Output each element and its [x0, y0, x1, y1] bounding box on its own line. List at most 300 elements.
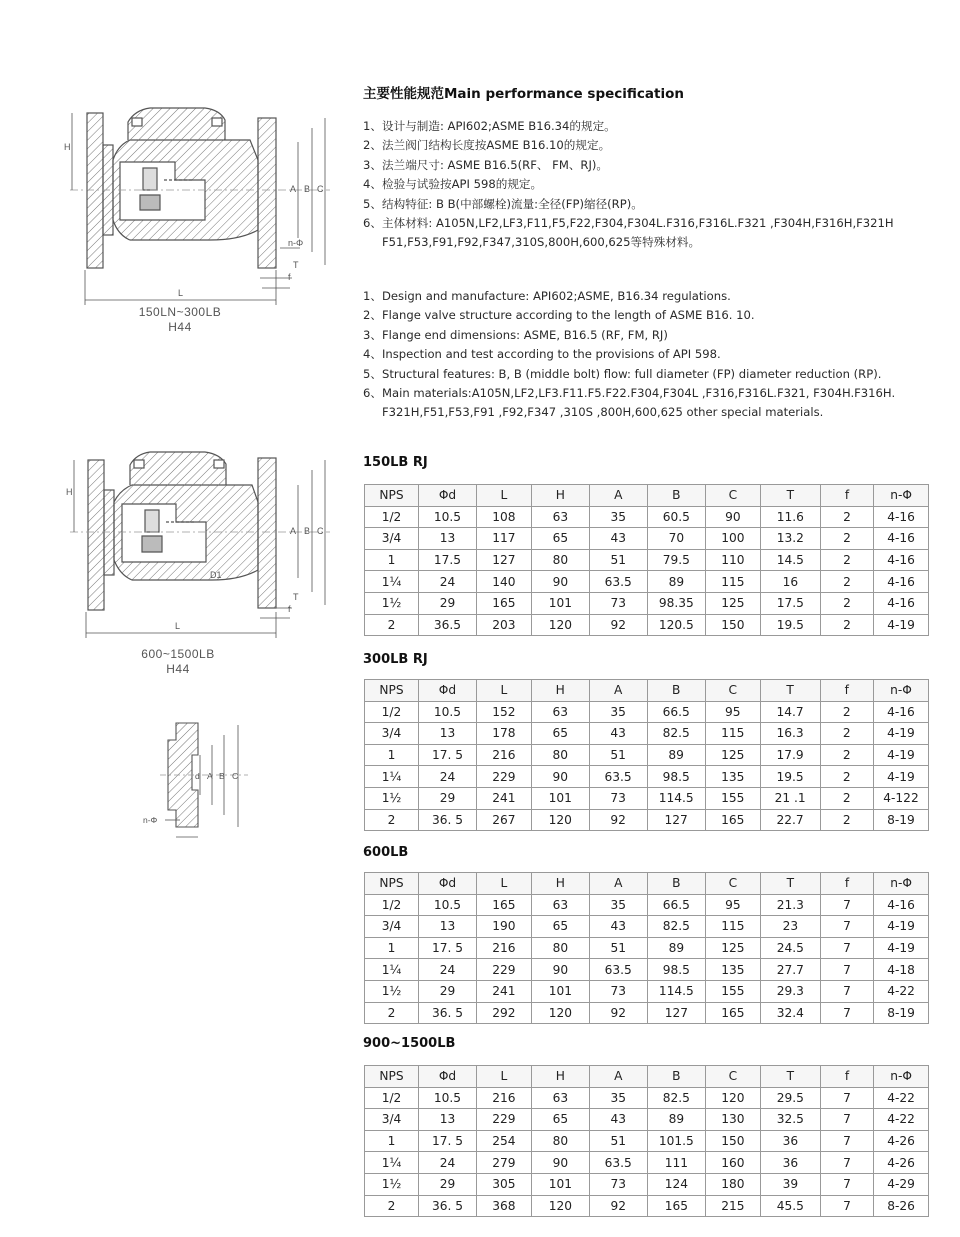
table-cell: 216 — [476, 937, 531, 959]
table-cell: 2 — [365, 809, 419, 831]
table-cell: 66.5 — [647, 701, 705, 723]
spec-list-en — [363, 287, 943, 423]
table-cell: 24 — [419, 571, 477, 593]
dim-label-a: A — [290, 184, 297, 194]
item-text: 结构特征: B B(中部螺栓)流量:全径(FP)缩径(RP)。 — [382, 196, 643, 211]
table-row — [365, 592, 929, 614]
item-number: 3、 — [363, 327, 382, 342]
table-cell: 120 — [531, 1195, 589, 1217]
table-row — [365, 1002, 929, 1024]
table-cell: 254 — [476, 1130, 531, 1152]
drawing-caption-1 — [120, 305, 240, 335]
item-number: 2、 — [363, 308, 382, 323]
table-cell: 124 — [647, 1173, 705, 1195]
table-cell: 190 — [476, 916, 531, 938]
table-cell: 1 — [365, 549, 419, 571]
table-cell: 4-122 — [873, 787, 928, 809]
item-number: 1、 — [363, 119, 382, 133]
table-row — [365, 937, 929, 959]
table-cell: 2 — [820, 701, 873, 723]
dim-label-b: B — [304, 184, 311, 194]
table-cell: 4-16 — [874, 592, 929, 614]
table-cell: 80 — [531, 744, 589, 766]
table-cell: 17. 5 — [419, 1130, 477, 1152]
column-header: Φd — [419, 485, 477, 507]
table-cell: 135 — [705, 766, 760, 788]
table-cell: 24 — [418, 766, 476, 788]
table-cell: 115 — [705, 916, 760, 938]
table-cell: 4-16 — [873, 701, 928, 723]
dimension-table-300lb — [364, 679, 929, 831]
table-cell: 10.5 — [419, 894, 477, 916]
item-text: 设计与制造: API602;ASME B16.34的规定。 — [382, 119, 616, 133]
table-cell: 120.5 — [647, 614, 705, 636]
table-cell: 13.2 — [760, 528, 820, 550]
dim-label-a: A — [290, 526, 297, 536]
table-cell: 80 — [531, 1130, 589, 1152]
table-cell: 7 — [820, 1087, 873, 1109]
table-cell: 43 — [589, 916, 647, 938]
table-cell: 4-16 — [874, 549, 929, 571]
table-cell: 4-19 — [874, 916, 929, 938]
table-cell: 65 — [531, 916, 589, 938]
table-row — [365, 549, 929, 571]
column-header: Φd — [418, 680, 476, 702]
table-cell: 63.5 — [589, 766, 647, 788]
column-header: f — [820, 1066, 873, 1088]
table-cell: 100 — [705, 528, 760, 550]
table-cell: 45.5 — [760, 1195, 820, 1217]
table-cell: 98.5 — [647, 959, 705, 981]
table-cell: 7 — [820, 980, 873, 1002]
table-cell: 1/2 — [365, 506, 419, 528]
table-row — [365, 614, 929, 636]
table-cell: 2 — [365, 1195, 419, 1217]
table-cell: 80 — [531, 937, 589, 959]
table-cell: 27.7 — [760, 959, 820, 981]
column-header: NPS — [365, 873, 419, 895]
table-cell: 8-26 — [874, 1195, 929, 1217]
item-text: Structural features: B, B (middle bolt) flow: full diameter (FP) diameter reduction (RP). — [382, 366, 882, 381]
table-cell: 51 — [589, 549, 647, 571]
column-header: H — [531, 1066, 589, 1088]
column-header: H — [531, 873, 589, 895]
table-cell: 4-19 — [873, 723, 928, 745]
table-cell: 63.5 — [589, 1152, 647, 1174]
column-header: n-Φ — [873, 680, 928, 702]
table-cell: 127 — [476, 549, 531, 571]
table-cell: 4-26 — [874, 1130, 929, 1152]
table-cell: 216 — [476, 1087, 531, 1109]
table-cell: 1½ — [365, 1173, 419, 1195]
column-header: n-Φ — [874, 1066, 929, 1088]
table-cell: 155 — [705, 787, 760, 809]
table-cell: 36. 5 — [418, 809, 476, 831]
dimension-table-600lb — [364, 872, 929, 1024]
dim-label-c: C — [317, 526, 324, 536]
table-cell: 92 — [589, 614, 647, 636]
table-cell: 117 — [476, 528, 531, 550]
spec-cn-item — [363, 175, 943, 194]
table-cell: 101.5 — [647, 1130, 705, 1152]
dim-label-t: T — [293, 592, 299, 602]
table-cell: 1¼ — [365, 959, 419, 981]
table-cell: 90 — [705, 506, 760, 528]
table-cell: 7 — [820, 937, 873, 959]
table-cell: 120 — [705, 1087, 760, 1109]
table-row — [365, 809, 929, 831]
table-cell: 4-19 — [873, 744, 928, 766]
table-cell: 160 — [705, 1152, 760, 1174]
table-cell: 4-22 — [874, 1109, 929, 1131]
table-cell: 4-29 — [874, 1173, 929, 1195]
spec-list-cn — [363, 117, 943, 253]
table-cell: 150 — [705, 1130, 760, 1152]
table-cell: 43 — [589, 723, 647, 745]
table-cell: 165 — [705, 1002, 760, 1024]
column-header: C — [705, 873, 760, 895]
column-header: C — [705, 485, 760, 507]
table-header-row — [365, 485, 929, 507]
column-header: f — [820, 873, 873, 895]
table-cell: 10.5 — [418, 701, 476, 723]
table-header-row — [365, 1066, 929, 1088]
table-cell: 111 — [647, 1152, 705, 1174]
column-header: NPS — [365, 485, 419, 507]
table-cell: 35 — [589, 701, 647, 723]
spec-en-item — [363, 365, 943, 384]
table-cell: 165 — [476, 894, 531, 916]
table-cell: 2 — [820, 528, 873, 550]
table-cell: 51 — [589, 1130, 647, 1152]
table-cell: 98.35 — [647, 592, 705, 614]
dim-label-t: T — [293, 260, 299, 270]
table-cell: 155 — [705, 980, 760, 1002]
table-cell: 2 — [820, 787, 873, 809]
column-header: NPS — [365, 1066, 419, 1088]
column-header: NPS — [365, 680, 419, 702]
table-cell: 4-19 — [874, 614, 929, 636]
table-cell: 7 — [820, 1109, 873, 1131]
table-row — [365, 723, 929, 745]
table-cell: 29 — [419, 592, 477, 614]
table-cell: 8-19 — [873, 809, 928, 831]
table-cell: 13 — [419, 528, 477, 550]
caption-2-line2: H44 — [166, 662, 190, 676]
table-cell: 127 — [647, 1002, 705, 1024]
table-cell: 125 — [705, 592, 760, 614]
table-cell: 7 — [820, 1152, 873, 1174]
table-cell: 216 — [476, 744, 531, 766]
table-cell: 7 — [820, 959, 873, 981]
table-cell: 115 — [705, 571, 760, 593]
table-cell: 125 — [705, 937, 760, 959]
column-header: B — [647, 680, 705, 702]
table-cell: 2 — [820, 549, 873, 571]
table-cell: 4-22 — [874, 1087, 929, 1109]
table-cell: 66.5 — [647, 894, 705, 916]
table-cell: 140 — [476, 571, 531, 593]
table-cell: 90 — [531, 766, 589, 788]
table-cell: 2 — [820, 809, 873, 831]
table-cell: 130 — [705, 1109, 760, 1131]
column-header: f — [820, 680, 873, 702]
spec-cn-item — [363, 156, 943, 175]
column-header: A — [589, 680, 647, 702]
table-cell: 36 — [760, 1152, 820, 1174]
item-text: 检验与试验按API 598的规定。 — [382, 177, 543, 192]
table-cell: 1¼ — [365, 766, 419, 788]
item-number: 3、 — [363, 157, 382, 172]
item-text: Main materials:A105N,LF2,LF3.F11.F5.F22.F304,F304L ,F316,F316L.F321, F304H.F316H. F321H,F51,F53,F91 ,F92,F347 ,310S ,800H,600,625 other special materials. — [382, 386, 896, 420]
table-cell: 165 — [647, 1195, 705, 1217]
dim-label-h: H — [66, 487, 73, 497]
table-cell: 120 — [531, 1002, 589, 1024]
table-cell: 152 — [476, 701, 531, 723]
table-cell: 82.5 — [647, 723, 705, 745]
table-cell: 89 — [647, 744, 705, 766]
table-cell: 21 .1 — [760, 787, 820, 809]
table-cell: 101 — [531, 1173, 589, 1195]
drawing-caption-2 — [118, 647, 238, 677]
table-cell: 115 — [705, 723, 760, 745]
table-cell: 1½ — [365, 787, 419, 809]
item-number: 5、 — [363, 366, 382, 381]
table-cell: 17. 5 — [419, 937, 477, 959]
spec-en-item — [363, 326, 943, 345]
table-title-900-1500lb: 900~1500LB — [363, 1036, 456, 1051]
column-header: L — [476, 873, 531, 895]
table-cell: 43 — [589, 1109, 647, 1131]
table-cell: 29 — [418, 787, 476, 809]
table-cell: 1¼ — [365, 1152, 419, 1174]
table-cell: 73 — [589, 1173, 647, 1195]
item-text: 主体材料: A105N,LF2,LF3,F11,F5,F22,F304,F304L.F316,F316L.F321 ,F304H,F316H,F321H F51,F53,F91,F92,F347,310S,800H,600,625等特殊材料。 — [382, 216, 894, 250]
table-cell: 10.5 — [419, 1087, 477, 1109]
table-cell: 8-19 — [874, 1002, 929, 1024]
table-cell: 17.9 — [760, 744, 820, 766]
column-header: B — [647, 873, 705, 895]
table-cell: 2 — [365, 1002, 419, 1024]
table-cell: 2 — [820, 614, 873, 636]
spec-cn-item — [363, 136, 943, 155]
column-header: n-Φ — [874, 873, 929, 895]
spec-cn-item — [363, 214, 943, 253]
table-cell: 35 — [589, 894, 647, 916]
table-cell: 29 — [419, 980, 477, 1002]
table-cell: 63 — [531, 506, 589, 528]
valve-drawing-150-300lb — [0, 100, 340, 315]
table-cell: 229 — [476, 959, 531, 981]
table-cell: 4-26 — [874, 1152, 929, 1174]
table-title-150lb: 150LB RJ — [363, 455, 428, 470]
table-cell: 165 — [476, 592, 531, 614]
table-cell: 1/2 — [365, 1087, 419, 1109]
spec-en-item — [363, 287, 943, 306]
column-header: Φd — [419, 873, 477, 895]
table-row — [365, 744, 929, 766]
column-header: L — [476, 485, 531, 507]
dim-label-a: A — [207, 771, 213, 781]
dim-label-f: f — [288, 272, 291, 282]
table-cell: 92 — [589, 1002, 647, 1024]
table-cell: 150 — [705, 614, 760, 636]
table-cell: 13 — [418, 723, 476, 745]
table-row — [365, 701, 929, 723]
dim-label-c: C — [317, 184, 324, 194]
table-cell: 4-16 — [874, 571, 929, 593]
table-cell: 39 — [760, 1173, 820, 1195]
item-number: 5、 — [363, 196, 382, 211]
table-cell: 90 — [531, 959, 589, 981]
table-cell: 4-16 — [874, 894, 929, 916]
table-cell: 24.5 — [760, 937, 820, 959]
table-cell: 19.5 — [760, 614, 820, 636]
column-header: A — [589, 485, 647, 507]
caption-1-line2: H44 — [168, 320, 192, 334]
table-cell: 180 — [705, 1173, 760, 1195]
table-cell: 127 — [647, 809, 705, 831]
table-cell: 2 — [820, 506, 873, 528]
dim-label-d: d — [195, 771, 200, 781]
table-cell: 7 — [820, 1173, 873, 1195]
table-header-row — [365, 680, 929, 702]
column-header: A — [589, 873, 647, 895]
table-row — [365, 1173, 929, 1195]
table-cell: 305 — [476, 1173, 531, 1195]
table-cell: 2 — [820, 766, 873, 788]
table-cell: 241 — [476, 980, 531, 1002]
table-cell: 3/4 — [365, 1109, 419, 1131]
item-number: 4、 — [363, 347, 382, 362]
column-header: H — [531, 680, 589, 702]
table-cell: 1½ — [365, 980, 419, 1002]
column-header: T — [760, 1066, 820, 1088]
item-text: Flange valve structure according to the length of ASME B16. 10. — [382, 308, 755, 323]
table-cell: 35 — [589, 1087, 647, 1109]
table-cell: 80 — [531, 549, 589, 571]
item-number: 6、 — [363, 216, 382, 231]
table-cell: 7 — [820, 894, 873, 916]
dimension-table-900-1500lb — [364, 1065, 929, 1217]
table-cell: 35 — [589, 506, 647, 528]
table-cell: 89 — [647, 937, 705, 959]
table-cell: 36 — [760, 1130, 820, 1152]
table-cell: 36. 5 — [419, 1195, 477, 1217]
column-header: B — [647, 1066, 705, 1088]
table-cell: 36.5 — [419, 614, 477, 636]
table-cell: 73 — [589, 980, 647, 1002]
table-cell: 108 — [476, 506, 531, 528]
table-cell: 92 — [589, 1195, 647, 1217]
table-cell: 22.7 — [760, 809, 820, 831]
table-cell: 4-18 — [874, 959, 929, 981]
column-header: C — [705, 680, 760, 702]
table-cell: 36. 5 — [419, 1002, 477, 1024]
table-cell: 114.5 — [647, 980, 705, 1002]
table-cell: 90 — [531, 571, 589, 593]
table-cell: 101 — [531, 980, 589, 1002]
table-cell: 279 — [476, 1152, 531, 1174]
table-cell: 1/2 — [365, 894, 419, 916]
table-cell: 17.5 — [760, 592, 820, 614]
table-cell: 89 — [647, 1109, 705, 1131]
item-number: 1、 — [363, 289, 382, 303]
table-cell: 92 — [589, 809, 647, 831]
table-cell: 178 — [476, 723, 531, 745]
table-cell: 165 — [705, 809, 760, 831]
item-text: Design and manufacture: API602;ASME, B16.34 regulations. — [382, 289, 731, 303]
caption-1-line1: 150LN~300LB — [138, 305, 222, 319]
valve-drawing-600-1500lb — [0, 440, 340, 645]
table-row — [365, 894, 929, 916]
table-cell: 4-16 — [874, 528, 929, 550]
table-cell: 51 — [589, 744, 647, 766]
table-header-row — [365, 873, 929, 895]
dim-label-h: H — [64, 142, 71, 152]
table-cell: 23 — [760, 916, 820, 938]
table-cell: 1/2 — [365, 701, 419, 723]
item-text: Flange end dimensions: ASME, B16.5 (RF, FM, RJ) — [382, 327, 668, 342]
spec-en-item — [363, 345, 943, 364]
table-cell: 73 — [589, 787, 647, 809]
table-row — [365, 528, 929, 550]
column-header: H — [531, 485, 589, 507]
table-cell: 21.3 — [760, 894, 820, 916]
table-row — [365, 571, 929, 593]
table-cell: 65 — [531, 528, 589, 550]
table-cell: 2 — [365, 614, 419, 636]
column-header: T — [760, 873, 820, 895]
dim-label-n-phi: n-Φ — [288, 238, 304, 248]
flange-detail-drawing — [0, 715, 260, 850]
column-header: n-Φ — [874, 485, 929, 507]
table-cell: 3/4 — [365, 916, 419, 938]
table-row — [365, 1195, 929, 1217]
table-cell: 4-19 — [874, 937, 929, 959]
table-cell: 79.5 — [647, 549, 705, 571]
dim-label-l: L — [178, 288, 184, 298]
item-number: 2、 — [363, 138, 382, 153]
table-cell: 95 — [705, 701, 760, 723]
dim-label-l: L — [175, 621, 181, 631]
dim-label-f: f — [288, 604, 291, 614]
table-row — [365, 787, 929, 809]
dimension-table-150lb — [364, 484, 929, 636]
table-cell: 203 — [476, 614, 531, 636]
table-cell: 4-19 — [873, 766, 928, 788]
caption-2-line1: 600~1500LB — [141, 647, 215, 661]
table-cell: 120 — [531, 809, 589, 831]
table-row — [365, 506, 929, 528]
table-cell: 13 — [419, 1109, 477, 1131]
table-cell: 82.5 — [647, 1087, 705, 1109]
dim-label-c: C — [232, 771, 239, 781]
table-cell: 24 — [419, 1152, 477, 1174]
table-cell: 16 — [760, 571, 820, 593]
table-cell: 120 — [531, 614, 589, 636]
table-cell: 101 — [531, 787, 589, 809]
column-header: C — [705, 1066, 760, 1088]
table-cell: 29.3 — [760, 980, 820, 1002]
table-cell: 95 — [705, 894, 760, 916]
dim-label-b: B — [219, 771, 225, 781]
table-cell: 2 — [820, 744, 873, 766]
table-cell: 7 — [820, 1002, 873, 1024]
table-cell: 82.5 — [647, 916, 705, 938]
table-cell: 7 — [820, 1130, 873, 1152]
table-cell: 267 — [476, 809, 531, 831]
